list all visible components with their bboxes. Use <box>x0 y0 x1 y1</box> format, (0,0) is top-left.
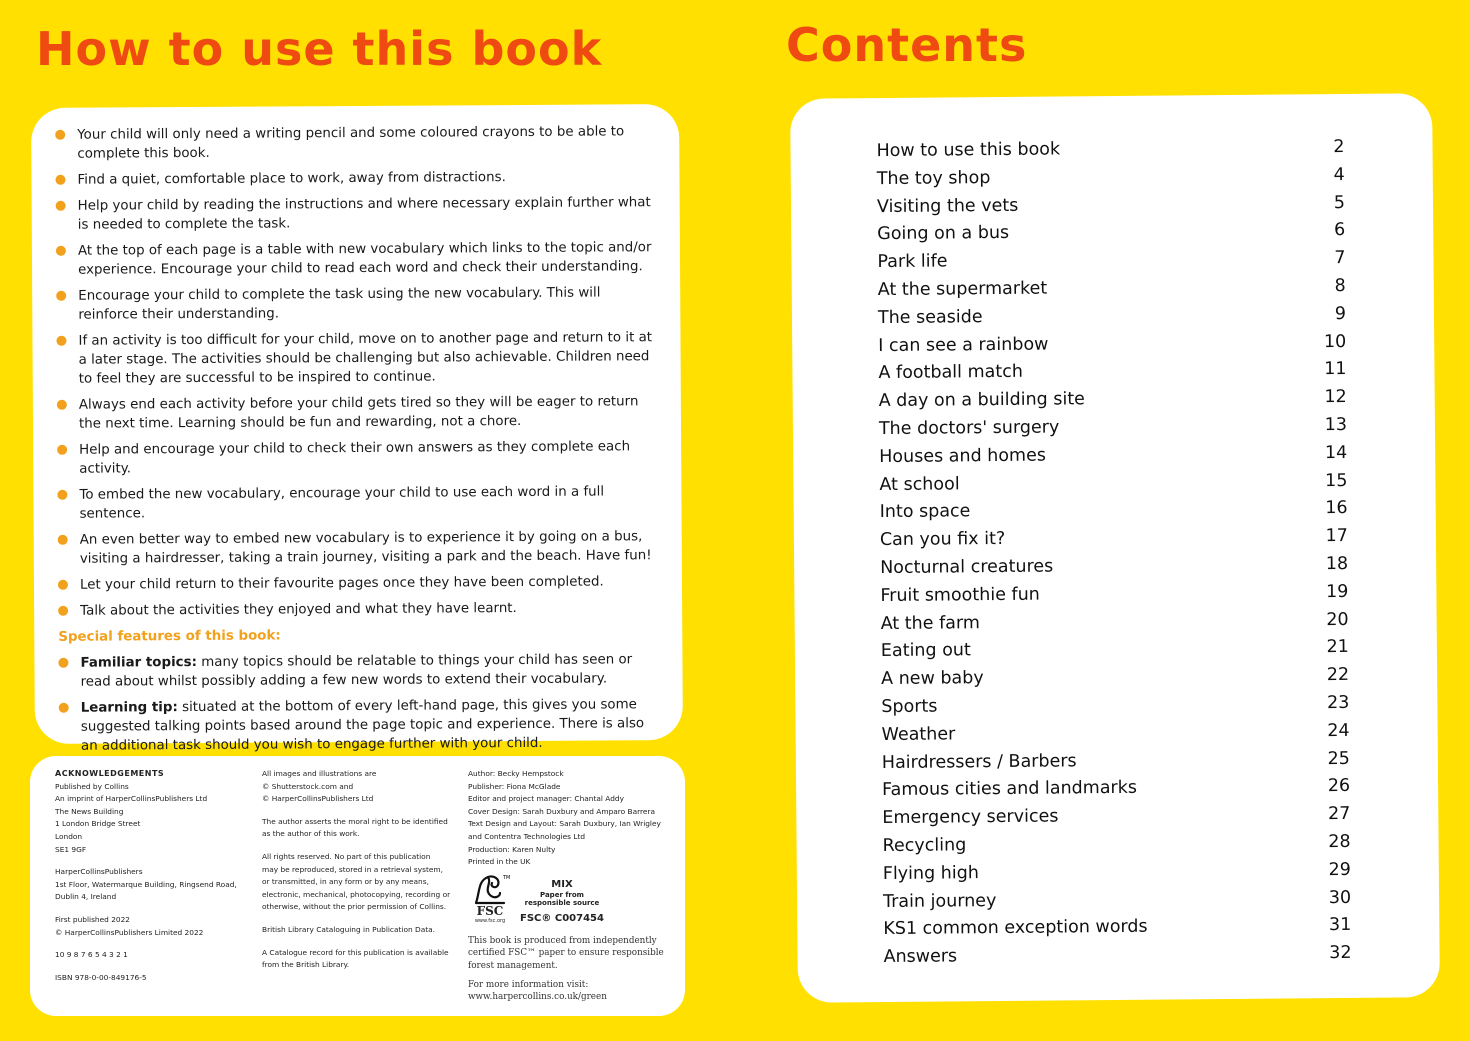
feature-item <box>59 695 655 756</box>
tip-text: Let your child return to their favourite pages once they have been completed. <box>79 574 604 593</box>
ack-publisher-block <box>55 781 245 857</box>
page-title-how-to: How to use this book <box>36 22 603 76</box>
contents-entry-page: 23 <box>1326 692 1350 714</box>
contents-entry <box>879 468 1347 500</box>
bullet-icon <box>56 291 66 301</box>
contents-entry-title: Train journey <box>882 890 997 912</box>
contents-entry <box>883 884 1351 916</box>
contents-entry-page: 20 <box>1326 609 1349 630</box>
text-line: may be reproduced, stored in a retrieval system, <box>262 864 443 874</box>
contents-entry <box>879 440 1347 472</box>
feature-text: many topics should be relatable to things your child has seen or read about whilst possibly adding a few new words to extend their vocabulary. <box>80 652 633 690</box>
contents-entry-page: 13 <box>1324 414 1348 436</box>
contents-entry <box>883 912 1351 944</box>
contents-entry-title: At school <box>879 473 960 495</box>
contents-entry-title: A football match <box>878 362 1023 384</box>
contents-entry <box>882 829 1350 861</box>
contents-entry-page: 24 <box>1327 720 1350 741</box>
contents-entry-title: Hairdressers / Barbers <box>881 750 1077 773</box>
tip-item <box>55 167 651 190</box>
text-line: Paper from <box>540 890 584 899</box>
text-line: HarperCollinsPublishers <box>55 867 143 877</box>
bullet-icon <box>56 201 66 211</box>
contents-entry-title: Weather <box>881 724 956 745</box>
contents-panel <box>790 93 1440 1003</box>
contents-entry <box>881 662 1349 694</box>
fsc-badge <box>468 873 668 929</box>
fsc-note <box>468 935 668 973</box>
ack-column-rights <box>262 768 457 972</box>
text-line: otherwise, without the prior permission of Collins. <box>262 902 447 912</box>
contents-entry-title: Answers <box>883 946 958 968</box>
contents-entry-page: 25 <box>1327 748 1350 769</box>
fsc-logo-text: FSC <box>476 903 504 918</box>
contents-entry <box>882 801 1350 833</box>
contents-entry-page: 26 <box>1327 776 1351 797</box>
contents-entry-page: 15 <box>1325 470 1348 491</box>
contents-entry <box>877 217 1345 249</box>
ack-dublin-block <box>55 866 245 904</box>
contents-entry <box>881 607 1349 639</box>
contents-entry <box>878 301 1346 333</box>
bullet-icon <box>56 336 66 346</box>
text-line: 1st Floor, Watermarque Building, Ringsend Road, <box>55 879 237 889</box>
contents-entry-title: Recycling <box>882 835 967 856</box>
ack-credits-block <box>468 768 668 869</box>
fsc-label <box>520 873 604 925</box>
contents-entry-title: Going on a bus <box>877 223 1010 245</box>
contents-entry-page: 29 <box>1328 859 1351 880</box>
ack-column-credits <box>468 768 668 1004</box>
contents-entry <box>880 551 1348 583</box>
contents-entry <box>878 329 1346 361</box>
text-line: www.harpercollins.co.uk/green <box>468 992 607 1003</box>
contents-entry-page: 2 <box>1333 136 1345 158</box>
contents-entry <box>878 356 1346 388</box>
contents-entry <box>879 412 1347 444</box>
text-line: as the author of this work. <box>262 829 360 839</box>
contents-entry <box>878 273 1346 305</box>
text-line: Production: Karen Nulty <box>468 844 556 854</box>
fsc-tree-icon <box>470 873 510 905</box>
more-info <box>468 979 668 1004</box>
fsc-url: www.fsc.org <box>474 917 506 924</box>
text-line: Text Design and Layout: Sarah Duxbury, Ian Wrigley <box>468 819 661 829</box>
ack-catalogue-record-block <box>262 947 457 972</box>
contents-entry <box>877 245 1345 277</box>
contents-entry-page: 30 <box>1328 887 1352 908</box>
text-line: electronic, mechanical, photocopying, recording or <box>262 889 451 899</box>
contents-entry-title: At the supermarket <box>877 278 1048 301</box>
tip-item <box>56 328 652 389</box>
contents-entry-title: Eating out <box>880 640 971 662</box>
ack-column-publisher <box>55 768 245 984</box>
special-features-heading: Special features of this book: <box>58 628 281 645</box>
text-line: All images and illustrations are <box>262 769 377 778</box>
bullet-icon <box>55 175 65 185</box>
tip-text: Help and encourage your child to check their own answers as they complete each activity. <box>79 439 631 477</box>
fsc-code: FSC® C007454 <box>520 912 604 924</box>
contents-entry <box>880 523 1348 555</box>
tip-item <box>57 392 653 434</box>
feature-title: Familiar topics: <box>80 654 197 671</box>
tip-text: Help your child by reading the instructions and where necessary explain further what is needed to complete the task. <box>77 195 651 233</box>
contents-entry-page: 32 <box>1329 943 1352 964</box>
ack-rights-block <box>262 851 457 914</box>
text-line: Published by Collins <box>55 781 129 791</box>
contents-entry-page: 17 <box>1325 526 1348 547</box>
tip-text: Always end each activity before your child gets tired so they will be eager to return the next time. Learning should be fun and rewarding, not a chore. <box>78 394 639 432</box>
bullet-icon <box>58 535 68 545</box>
contents-entry-page: 11 <box>1324 359 1347 380</box>
text-line: © HarperCollinsPublishers Limited 2022 <box>55 927 204 937</box>
tip-text: Encourage your child to complete the task using the new vocabulary. This will reinforce their understanding. <box>78 285 601 323</box>
ack-cataloguing: British Library Cataloguing in Publication Data. <box>262 924 436 934</box>
text-line: Cover Design: Sarah Duxbury and Amparo Barrera <box>468 806 656 816</box>
tip-text: At the top of each page is a table with new vocabulary which links to the topic and/or experience. Encourage your child to read each word and check their understanding. <box>77 240 652 278</box>
contents-entry-page: 10 <box>1323 331 1347 352</box>
contents-entry-title: Sports <box>881 696 938 717</box>
fsc-mix: MIX <box>551 878 573 890</box>
contents-entry-title: Fruit smoothie fun <box>880 584 1040 606</box>
contents-entry-page: 21 <box>1326 637 1349 658</box>
contents-entry-title: Park life <box>877 251 948 273</box>
contents-entry-title: Visiting the vets <box>876 195 1019 217</box>
bullet-icon <box>57 400 67 410</box>
tip-item <box>57 437 653 479</box>
text-line: © Shutterstock.com and <box>262 781 354 791</box>
contents-list <box>876 134 1351 972</box>
text-line: 1 London Bridge Street <box>55 819 141 829</box>
tip-text: If an activity is too difficult for your child, move on to another page and return to it at a later stage. The activities should be challenging but also achievable. Children need to feel they are successful to be inspired to continue. <box>78 330 653 387</box>
ack-title: ACKNOWLEDGEMENTS <box>55 769 165 778</box>
text-line: Publisher: Fiona McGlade <box>468 781 561 791</box>
contents-entry-page: 19 <box>1326 581 1349 602</box>
contents-entry <box>877 190 1345 222</box>
bullet-icon <box>57 445 67 455</box>
feature-item <box>58 650 654 692</box>
text-line: This book is produced from independently <box>468 935 657 946</box>
text-line: © HarperCollinsPublishers Ltd <box>262 794 374 804</box>
ack-isbn: ISBN 978-0-00-849176-5 <box>55 972 147 982</box>
tip-text: Find a quiet, comfortable place to work, away from distractions. <box>77 170 506 188</box>
contents-entry-title: The seaside <box>877 306 983 328</box>
contents-entry <box>881 634 1349 666</box>
tip-item <box>58 572 654 595</box>
text-line: All rights reserved. No part of this publication <box>262 851 431 861</box>
tip-item <box>58 598 654 621</box>
text-line: forest management. <box>468 960 558 971</box>
contents-entry <box>883 857 1351 889</box>
contents-entry <box>882 745 1350 777</box>
tip-item <box>56 238 652 280</box>
ack-printing-line: 10 9 8 7 6 5 4 3 2 1 <box>55 950 128 960</box>
bullet-icon <box>56 246 66 256</box>
tip-text: An even better way to embed new vocabulary is to experience it by going on a bus, visiting a hairdresser, taking a train journey, visiting a park and the beach. Have fun! <box>79 529 652 567</box>
text-line: Printed in the UK <box>468 857 531 867</box>
bullet-icon <box>58 606 68 616</box>
tip-item <box>57 482 653 524</box>
tip-item <box>56 193 652 235</box>
contents-entry-page: 7 <box>1334 248 1346 269</box>
bullet-icon <box>58 658 68 668</box>
page-title-contents: Contents <box>786 18 1028 72</box>
contents-entry <box>881 690 1349 722</box>
acknowledgements-panel <box>30 756 685 1016</box>
contents-entry <box>882 718 1350 750</box>
contents-entry-title: At the farm <box>880 612 980 634</box>
contents-entry-page: 18 <box>1325 553 1349 575</box>
ack-first-published-block <box>55 914 245 939</box>
text-line: certified FSC™ paper to ensure responsible <box>468 948 664 959</box>
contents-entry-title: Houses and homes <box>879 445 1047 467</box>
contents-entry-page: 14 <box>1324 442 1348 463</box>
contents-entry-title: A day on a building site <box>878 389 1085 412</box>
text-line: responsible source <box>524 898 600 907</box>
contents-entry <box>882 773 1350 805</box>
ack-images-block <box>262 768 457 806</box>
feature-text: situated at the bottom of every left-hand page, this gives you some suggested talking points based around the page topic and experience. There is also an additional task should you wish to engage further with your child. <box>80 697 645 754</box>
fsc-logo <box>468 873 512 924</box>
contents-entry-title: Flying high <box>882 862 979 884</box>
tip-text: Your child will only need a writing pencil and some coloured crayons to be able to complete this book. <box>77 124 625 162</box>
text-line: For more information visit: <box>468 979 589 990</box>
svg-text:TM: TM <box>503 874 510 881</box>
bullet-icon <box>57 490 67 500</box>
contents-entry-title: Emergency services <box>882 806 1059 829</box>
tip-item <box>56 283 652 325</box>
text-line: The author asserts the moral right to be identified <box>262 816 448 826</box>
tip-item <box>58 527 654 569</box>
contents-entry-title: I can see a rainbow <box>878 334 1049 356</box>
bullet-icon <box>55 130 65 140</box>
how-to-panel <box>31 104 683 754</box>
contents-entry-page: 9 <box>1334 303 1347 324</box>
text-line: First published 2022 <box>55 914 131 924</box>
contents-entry-title: A new baby <box>881 668 984 690</box>
text-line: The News Building <box>55 806 124 816</box>
contents-entry-page: 8 <box>1334 275 1346 297</box>
text-line: London <box>55 831 83 841</box>
text-line: or transmitted, in any form or by any means, <box>262 877 429 887</box>
tip-text: Talk about the activities they enjoyed and what they have learnt. <box>80 601 517 619</box>
bullet-icon <box>59 703 69 713</box>
contents-entry-page: 12 <box>1324 387 1347 408</box>
text-line: A Catalogue record for this publication is available <box>262 947 449 957</box>
text-line: An imprint of HarperCollinsPublishers Ltd <box>55 794 208 804</box>
contents-entry <box>883 940 1351 972</box>
contents-entry-title: The toy shop <box>876 167 991 189</box>
contents-entry-title: How to use this book <box>876 139 1061 162</box>
contents-entry-page: 5 <box>1333 192 1346 213</box>
contents-entry <box>877 162 1345 194</box>
tips-list <box>55 122 655 763</box>
contents-entry-page: 6 <box>1334 220 1346 241</box>
feature-title: Learning tip: <box>80 700 178 716</box>
contents-entry-title: Can you fix it? <box>879 529 1006 551</box>
text-line: and Contentra Technologies Ltd <box>468 831 586 841</box>
contents-entry-page: 22 <box>1326 665 1350 686</box>
contents-entry <box>880 579 1348 611</box>
contents-entry-title: Into space <box>879 501 971 523</box>
tip-text: To embed the new vocabulary, encourage your child to use each word in a full sentence. <box>79 484 605 522</box>
text-line: Editor and project manager: Chantal Addy <box>468 794 624 804</box>
contents-entry-title: Famous cities and landmarks <box>882 778 1138 801</box>
text-line: SE1 9GF <box>55 844 87 854</box>
contents-entry-page: 28 <box>1328 831 1351 853</box>
text-line: Author: Becky Hempstock <box>468 769 564 778</box>
contents-entry-title: The doctors' surgery <box>878 417 1060 440</box>
contents-entry-page: 4 <box>1333 164 1345 185</box>
ack-moral-right-block <box>262 816 457 841</box>
bullet-icon <box>58 580 68 590</box>
fsc-paper-text <box>525 891 600 907</box>
text-line: from the British Library. <box>262 960 350 970</box>
contents-entry-page: 31 <box>1328 915 1352 936</box>
contents-entry <box>879 384 1347 416</box>
contents-entry-title: KS1 common exception words <box>883 917 1148 940</box>
contents-entry <box>876 134 1344 166</box>
text-line: Dublin 4, Ireland <box>55 892 117 902</box>
contents-entry-page: 27 <box>1327 804 1351 825</box>
contents-entry <box>880 495 1348 527</box>
contents-entry-title: Nocturnal creatures <box>880 556 1054 579</box>
contents-entry-page: 16 <box>1325 498 1348 519</box>
tip-item <box>55 122 651 164</box>
